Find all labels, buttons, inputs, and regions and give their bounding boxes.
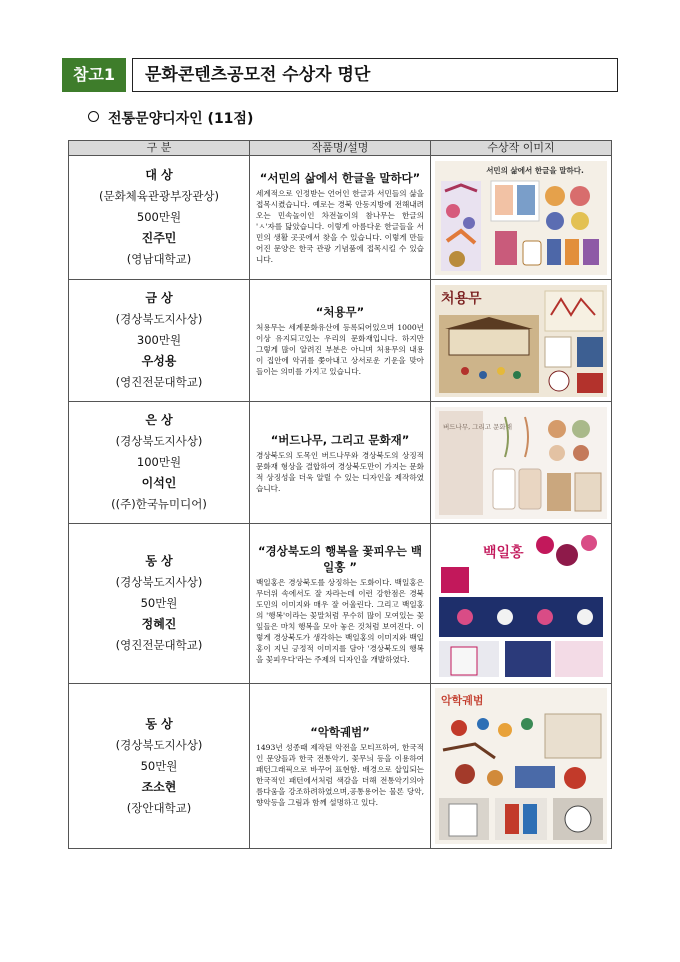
image-caption: 악학궤범 (441, 694, 484, 707)
image-cell (431, 684, 612, 849)
award-image-thumbnail (435, 688, 607, 844)
image-caption: 백일홍 (483, 544, 524, 561)
image-cell (431, 280, 612, 402)
award-organization: (경상북도지사상) (115, 434, 203, 448)
award-organization: (경상북도지사상) (115, 575, 203, 589)
winner-affiliation: (영진전문대학교) (115, 375, 203, 389)
image-cell (431, 402, 612, 524)
winner-name: 이석인 (141, 476, 177, 490)
work-description: 1493년 성종때 제작된 악전을 모티프하여, 한국적인 문양들과 한국 전통악기, 꽃무늬 등을 이용하여 패턴그래픽으로 바꾸어 표현함. 배경으로 삽입되는 한국적인 패턴에서처럼 색감을 더해 전통악기의아름다움을 강조하려하였으며,공통용어는 물론 당악, 향악등을 그림과 함께 설명하고 있다. (256, 743, 424, 807)
table-row (69, 280, 612, 402)
award-rank: 동 상 (145, 554, 173, 568)
prize-amount: 300만원 (136, 333, 182, 347)
award-cell (69, 684, 250, 849)
image-cell (431, 156, 612, 280)
award-cell (69, 156, 250, 280)
image-cell (431, 524, 612, 684)
table-row (69, 684, 612, 849)
image-caption: 처용무 (441, 290, 482, 307)
award-image-thumbnail (435, 407, 607, 519)
report-header (62, 58, 618, 92)
work-title: “경상북도의 행복을 꽃피우는 백일홍 ” (258, 543, 422, 574)
award-organization: (경상북도지사상) (115, 737, 203, 752)
palace-dance-scene-icon (439, 315, 539, 393)
winner-affiliation: (장안대학교) (126, 800, 192, 815)
prize-amount: 50만원 (140, 758, 178, 773)
hangeul-pattern-icon (441, 181, 481, 271)
prize-amount: 50만원 (140, 596, 178, 610)
work-description: 경상북도의 도목인 버드나무와 경상북도의 상징적 문화재 형상을 결합하여 경상북도만이 가지는 문화적 상징성을 더욱 알릴 수 있는 디자인을 제작하였습니다. (256, 450, 424, 493)
section-heading (88, 108, 253, 128)
winner-affiliation: ((주)한국뉴미디어) (111, 497, 207, 511)
award-rank: 동 상 (145, 716, 173, 731)
table-row (69, 156, 612, 280)
award-cell (69, 402, 250, 524)
award-rank: 은 상 (145, 413, 173, 427)
work-title: “서민의 삶에서 한글을 말하다” (259, 171, 421, 185)
winner-name: 우성용 (141, 354, 177, 368)
award-image-thumbnail (435, 161, 607, 275)
award-image-thumbnail (435, 285, 607, 397)
prize-amount: 500만원 (136, 210, 182, 224)
image-caption: 버드나무, 그리고 문화재 (443, 422, 512, 431)
award-rank: 대 상 (145, 168, 173, 182)
winner-affiliation: (영진전문대학교) (115, 638, 203, 652)
product-mockups-icon (439, 641, 603, 677)
table-row (69, 524, 612, 684)
work-title: “처용무” (315, 305, 365, 319)
work-description: 처용무는 세계문화유산에 등록되어있으며 1000년이상 유지되고있는 우리의 문화재입니다. 하지만 그렇게 많이 알려진 부분은 아니며 처용무의 내용이 집안에 악귀를 쫓아내고 상서로운 기운을 맞아들이는 의미를 가지고 있습니다. (256, 323, 424, 376)
work-cell (250, 524, 431, 684)
pattern-tiles-icon (439, 597, 603, 637)
column-header-category: 구 분 (69, 141, 250, 156)
winners-table (68, 140, 612, 849)
reference-badge: 참고1 (62, 58, 126, 92)
work-cell (250, 156, 431, 280)
product-mockups-icon (439, 798, 603, 840)
award-cell (69, 524, 250, 684)
column-header-work: 작품명/설명 (250, 141, 431, 156)
product-mockups-icon (493, 469, 601, 511)
section-title: 전통문양디자인 (11점) (108, 111, 254, 127)
image-caption: 서민의 삶에서 한글을 말하다. (486, 165, 584, 175)
work-description: 백일홍은 경상북도를 상징하는 도화이다. 백일홍은 무더위 속에서도 잘 자라는데 이런 강한점은 경북도민의 이미지와 매우 잘 어울린다. 그리고 백일홍의 '행복'이라는 꽃말처럼 무수히 많이 모여있는 꽃잎들은 마치 행복을 모아 놓은 것처럼 보여진다. 이렇게 경상북도가 생각하는 백일홍의 이미지와 백일홍이 지닌 긍정적 이미지를 담아 '경상북도의 행복을 꽃피우다'라는 주제의 디자인을 개발하였다. (256, 577, 424, 664)
table-row (69, 402, 612, 524)
work-description: 세계적으로 인정받는 언어인 한글과 서민들의 삶을 접목시켰습니다. 예로는 경북 안동지방에 전해내려오는 민속놀이인 차전놀이의 참나무는 한글의 'ㅅ'자를 닮았습니다. 이렇게 아름다운 한글들을 서민의 생활 곳곳에서 찾을 수 있습니다. 이렇게 만들어진 문양은 한국 관광 기념품에 접목시킬 수 있습니다. (256, 189, 424, 264)
winner-name: 조소현 (141, 779, 177, 794)
prize-amount: 100만원 (136, 455, 182, 469)
award-rank: 금 상 (145, 291, 173, 305)
work-title: “악학궤범” (310, 725, 370, 739)
column-header-image: 수상작 이미지 (431, 141, 612, 156)
work-title: “버드나무, 그리고 문화재” (270, 432, 410, 447)
winner-affiliation: (영남대학교) (126, 252, 192, 266)
award-cell (69, 280, 250, 402)
award-organization: (문화체육관광부장관상) (98, 189, 220, 203)
winner-name: 정혜진 (141, 617, 177, 631)
work-cell (250, 684, 431, 849)
work-cell (250, 280, 431, 402)
award-image-thumbnail (435, 529, 607, 679)
circle-bullet-icon (88, 111, 99, 122)
table-header-row (69, 141, 612, 156)
work-cell (250, 402, 431, 524)
winner-name: 진주민 (141, 231, 177, 245)
award-organization: (경상북도지사상) (115, 312, 203, 326)
page-title: 문화콘텐츠공모전 수상자 명단 (132, 58, 618, 92)
